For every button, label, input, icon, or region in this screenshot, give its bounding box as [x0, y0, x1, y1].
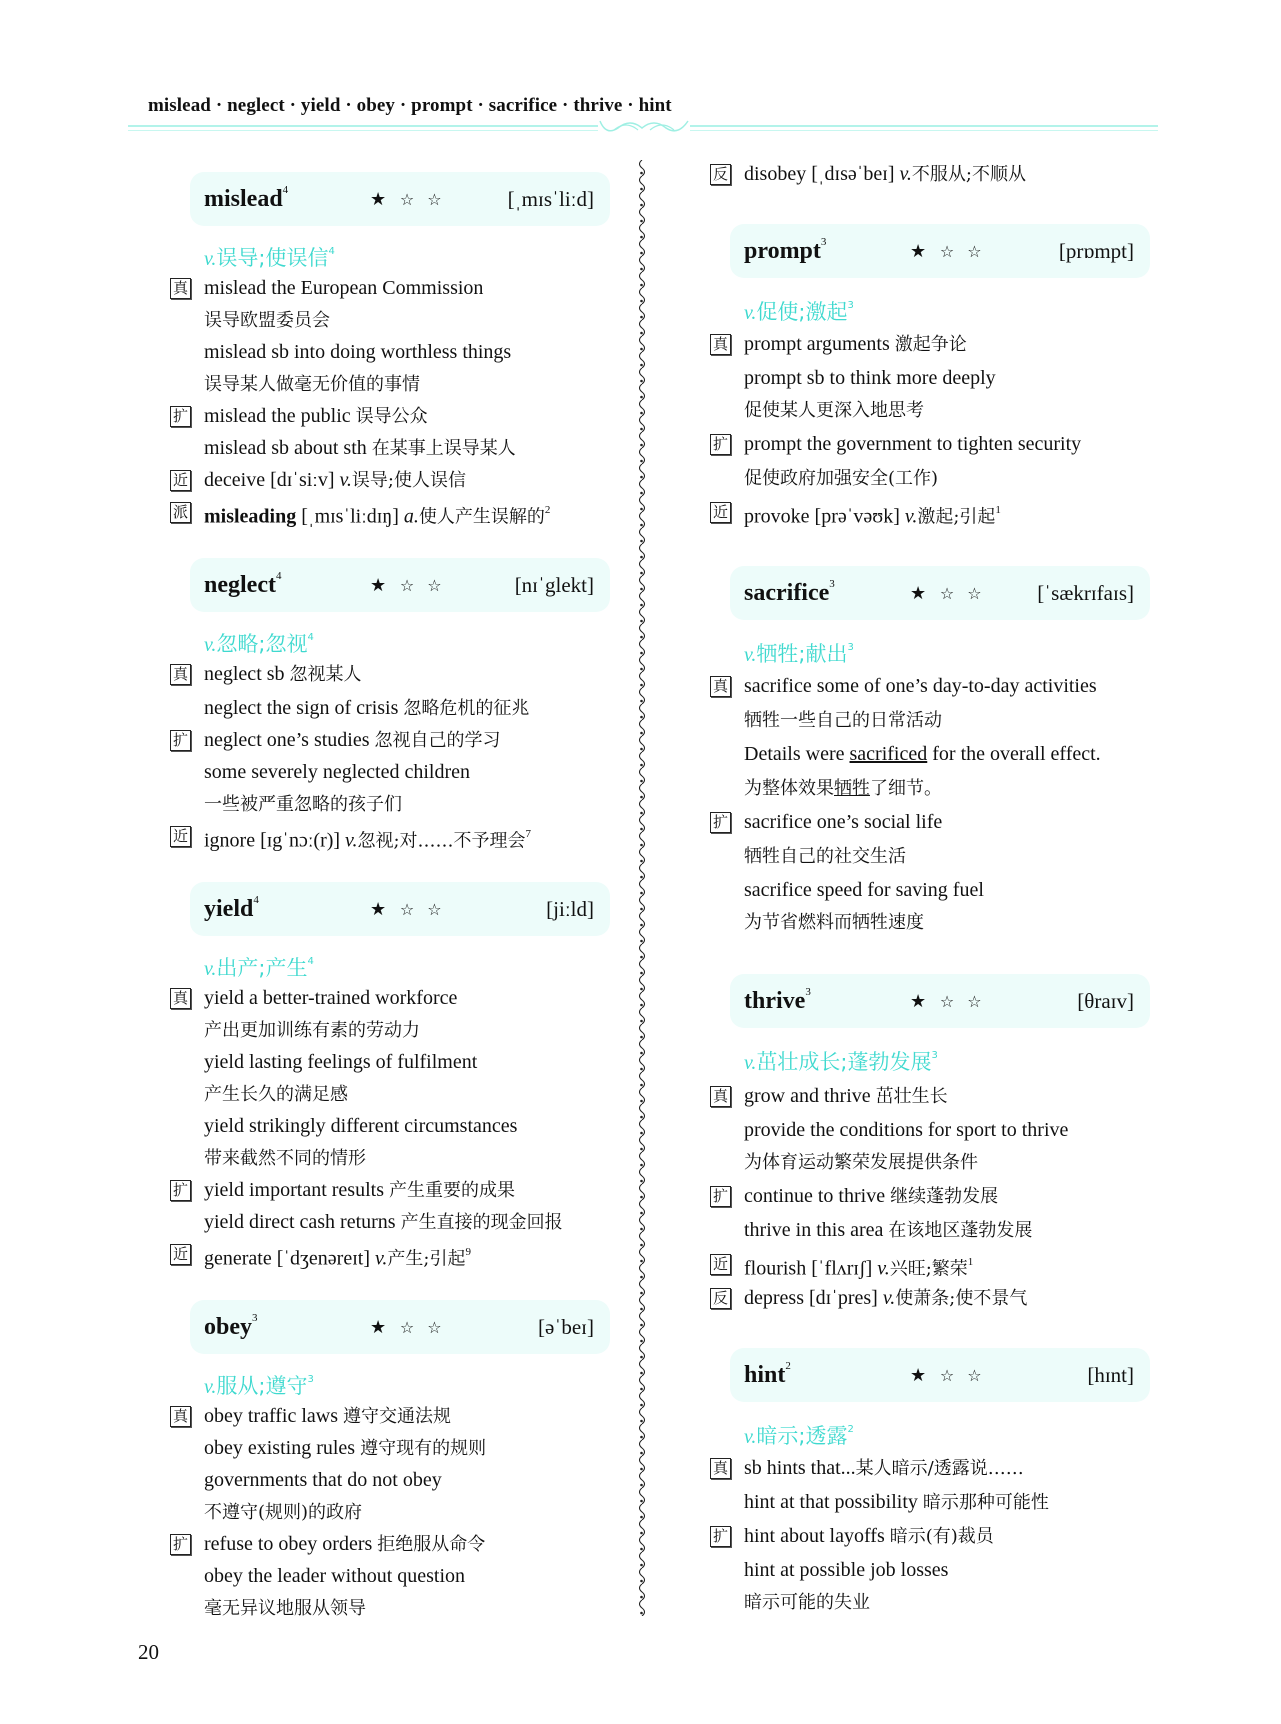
entry-header-sacrifice: [730, 566, 1150, 620]
definition: v.忽略;忽视$^4$: [204, 632, 314, 656]
star-empty-icon: ☆ ☆: [399, 899, 446, 919]
running-header: mislead · neglect · yield · obey · prompt · sacrifice · thrive · hint: [148, 95, 672, 116]
antonym-line: depress [dɪˈpres] v.使萧条;使不景气: [744, 1287, 1028, 1309]
example-line: Details were sacrificed for the overall effect.: [744, 743, 1101, 765]
example-line: hint at that possibility 暗示那种可能性: [744, 1491, 1049, 1513]
star-rating: [910, 241, 986, 262]
example-line: governments that do not obey: [204, 1469, 442, 1491]
definition: v.茁壮成长;蓬勃发展$^3$: [744, 1050, 938, 1074]
phonetic: [θraɪv]: [1077, 988, 1134, 1013]
example-line: 暗示可能的失业: [744, 1592, 870, 1613]
example-line: 牺牲自己的社交生活: [744, 846, 906, 867]
tag-real-exam: 真: [710, 1458, 731, 1479]
header-rule-ornament: [128, 124, 1158, 134]
star-empty-icon: ☆ ☆: [939, 241, 986, 261]
example-line: 不遵守(规则)的政府: [204, 1502, 363, 1523]
star-rating: [370, 575, 446, 596]
tag-antonym: 反: [710, 164, 731, 185]
star-empty-icon: ☆ ☆: [399, 1317, 446, 1337]
star-rating: [370, 189, 446, 210]
entry-header-yield: [190, 882, 610, 936]
synonym-line: deceive [dɪˈsiːv] v.误导;使人误信: [204, 469, 466, 491]
star-filled-icon: ★: [910, 582, 931, 604]
tag-extended: 扩: [710, 1186, 731, 1207]
example-line: prompt arguments 激起争论: [744, 333, 967, 355]
entry-header-thrive: [730, 974, 1150, 1028]
tag-real-exam: 真: [170, 1406, 191, 1427]
tag-extended: 扩: [170, 1180, 191, 1201]
synonym-line: generate [ˈdʒenəreɪt] v.产生;引起$^9$: [204, 1246, 471, 1270]
example-line: mislead the public 误导公众: [204, 405, 428, 427]
tag-synonym: 近: [170, 1244, 191, 1265]
synonym-line: ignore [ɪgˈnɔː(r)] v.忽视;对……不予理会$^7$: [204, 828, 532, 852]
entry-header-mislead: [190, 172, 610, 226]
example-line: some severely neglected children: [204, 761, 470, 783]
tag-synonym: 近: [170, 470, 191, 491]
headword: thrive$^3$: [744, 985, 811, 1014]
example-line: 产出更加训练有素的劳动力: [204, 1020, 420, 1041]
definition: v.出产;产生$^4$: [204, 956, 314, 980]
entry-header-hint: [730, 1348, 1150, 1402]
example-line: grow and thrive 茁壮生长: [744, 1085, 948, 1107]
page-number: 20: [138, 1640, 159, 1664]
star-filled-icon: ★: [370, 898, 391, 920]
star-filled-icon: ★: [910, 1364, 931, 1386]
tag-extended: 扩: [710, 812, 731, 833]
example-line: 促使某人更深入地思考: [744, 400, 924, 421]
example-line: hint at possible job losses: [744, 1559, 949, 1581]
example-line: sacrifice speed for saving fuel: [744, 879, 984, 901]
example-line: sacrifice one’s social life: [744, 811, 943, 833]
phonetic: [ˈsækrɪfaɪs]: [1037, 580, 1134, 605]
tag-extended: 扩: [170, 1534, 191, 1555]
example-line: hint about layoffs 暗示(有)裁员: [744, 1525, 994, 1547]
definition: v.促使;激起$^3$: [744, 300, 854, 324]
tag-real-exam: 真: [710, 676, 731, 697]
star-filled-icon: ★: [910, 990, 931, 1012]
example-line: mislead sb about sth 在某事上误导某人: [204, 437, 516, 459]
example-line: 误导某人做毫无价值的事情: [204, 374, 420, 395]
example-line: 产生长久的满足感: [204, 1084, 348, 1105]
definition: v.服从;遵守$^3$: [204, 1374, 314, 1398]
example-line: continue to thrive 继续蓬勃发展: [744, 1185, 999, 1207]
star-rating: [910, 991, 986, 1012]
example-line: prompt sb to think more deeply: [744, 367, 996, 389]
entry-header-neglect: [190, 558, 610, 612]
tag-real-exam: 真: [170, 988, 191, 1009]
antonym-line: disobey [ˌdɪsəˈbeɪ] v.不服从;不顺从: [744, 163, 1026, 185]
star-filled-icon: ★: [910, 240, 931, 262]
synonym-line: flourish [ˈflʌrɪʃ] v.兴旺;繁荣$^1$: [744, 1256, 974, 1280]
definition: v.牺牲;献出$^3$: [744, 642, 854, 666]
example-line: 为体育运动繁荣发展提供条件: [744, 1152, 978, 1173]
example-line: yield direct cash returns 产生直接的现金回报: [204, 1211, 563, 1233]
tag-real-exam: 真: [710, 334, 731, 355]
example-line: 为节省燃料而牺牲速度: [744, 912, 924, 933]
tag-derivative: 派: [170, 502, 191, 523]
example-line: thrive in this area 在该地区蓬勃发展: [744, 1219, 1033, 1241]
tag-synonym: 近: [710, 502, 731, 523]
example-line: obey the leader without question: [204, 1565, 466, 1587]
headword: obey$^3$: [204, 1311, 258, 1340]
example-line: prompt the government to tighten security: [744, 433, 1082, 455]
headword: mislead$^4$: [204, 183, 289, 212]
star-filled-icon: ★: [370, 574, 391, 596]
tag-extended: 扩: [170, 730, 191, 751]
definition: v.暗示;透露$^2$: [744, 1424, 854, 1448]
tag-antonym: 反: [710, 1288, 731, 1309]
synonym-line: provoke [prəˈvəʊk] v.激起;引起$^1$: [744, 504, 1001, 528]
headword: hint$^2$: [744, 1359, 791, 1388]
example-line: sb hints that...某人暗示/透露说……: [744, 1457, 1024, 1479]
example-line: 毫无异议地服从领导: [204, 1598, 366, 1619]
flourish-ornament-icon: [598, 118, 690, 136]
star-rating: [370, 899, 446, 920]
star-empty-icon: ☆ ☆: [939, 1365, 986, 1385]
star-rating: [910, 583, 986, 604]
tag-synonym: 近: [170, 826, 191, 847]
tag-real-exam: 真: [710, 1086, 731, 1107]
entry-header-prompt: [730, 224, 1150, 278]
example-line: 牺牲一些自己的日常活动: [744, 710, 942, 731]
star-filled-icon: ★: [370, 1316, 391, 1338]
example-line: 带来截然不同的情形: [204, 1148, 366, 1169]
headword: prompt$^3$: [744, 235, 827, 264]
phonetic: [prɒmpt]: [1058, 238, 1134, 263]
tag-real-exam: 真: [170, 664, 191, 685]
star-filled-icon: ★: [370, 188, 391, 210]
tag-real-exam: 真: [170, 278, 191, 299]
star-empty-icon: ☆ ☆: [939, 583, 986, 603]
example-line: yield important results 产生重要的成果: [204, 1179, 515, 1201]
phonetic: [əˈbeɪ]: [538, 1314, 594, 1339]
example-line: neglect the sign of crisis 忽略危机的征兆: [204, 697, 530, 719]
tag-extended: 扩: [170, 406, 191, 427]
star-empty-icon: ☆ ☆: [939, 991, 986, 1011]
tag-extended: 扩: [710, 1526, 731, 1547]
example-line: mislead sb into doing worthless things: [204, 341, 512, 363]
tag-synonym: 近: [710, 1254, 731, 1275]
example-line: yield strikingly different circumstances: [204, 1115, 518, 1137]
tag-extended: 扩: [710, 434, 731, 455]
phonetic: [hɪnt]: [1087, 1362, 1134, 1387]
example-line: obey existing rules 遵守现有的规则: [204, 1437, 487, 1459]
star-rating: [910, 1365, 986, 1386]
example-line: obey traffic laws 遵守交通法规: [204, 1405, 452, 1427]
headword: yield$^4$: [204, 893, 259, 922]
column-divider: [636, 160, 648, 1616]
phonetic: [ˌmɪsˈliːd]: [507, 186, 594, 211]
star-rating: [370, 1317, 446, 1338]
example-line: sacrifice some of one’s day-to-day activities: [744, 675, 1097, 697]
example-line: provide the conditions for sport to thrive: [744, 1119, 1069, 1141]
definition: v.误导;使误信$^4$: [204, 246, 335, 270]
phonetic: [nɪˈglekt]: [514, 572, 594, 597]
example-line: neglect one’s studies 忽视自己的学习: [204, 729, 501, 751]
example-line: yield lasting feelings of fulfilment: [204, 1051, 478, 1073]
example-line: neglect sb 忽视某人: [204, 663, 362, 685]
headword: neglect$^4$: [204, 569, 282, 598]
example-line: 为整体效果牺牲了细节。: [744, 778, 942, 799]
example-line: refuse to obey orders 拒绝服从命令: [204, 1533, 486, 1555]
derivative-line: misleading [ˌmɪsˈliːdɪŋ] a.使人产生误解的$^2$: [204, 504, 551, 528]
star-empty-icon: ☆ ☆: [399, 189, 446, 209]
headword: sacrifice$^3$: [744, 577, 835, 606]
example-line: 一些被严重忽略的孩子们: [204, 794, 402, 815]
example-line: 促使政府加强安全(工作): [744, 468, 939, 489]
example-line: mislead the European Commission: [204, 277, 484, 299]
example-line: 误导欧盟委员会: [204, 310, 330, 331]
example-line: yield a better-trained workforce: [204, 987, 458, 1009]
star-empty-icon: ☆ ☆: [399, 575, 446, 595]
phonetic: [jiːld]: [546, 896, 594, 921]
entry-header-obey: [190, 1300, 610, 1354]
